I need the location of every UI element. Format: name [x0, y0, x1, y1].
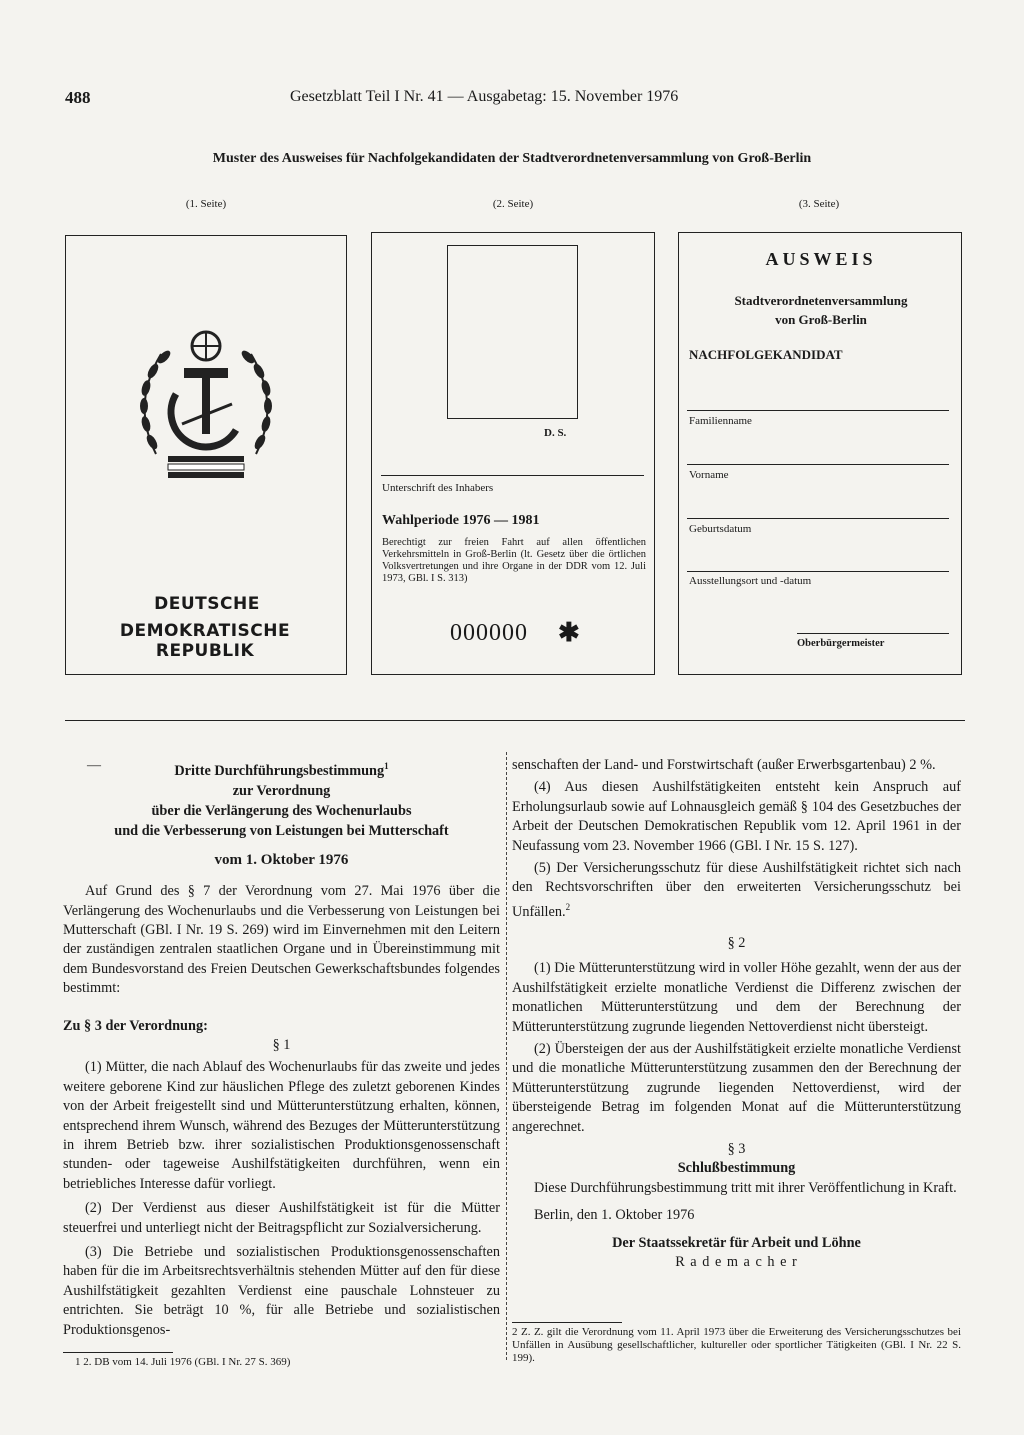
s2-paragraph-1: (1) Die Mütterunterstützung wird in voller Höhe gezahlt, wenn der aus der Aushilfstätigkeit erzielte monatliche Verdienst die Differenz zwischen der monatlichen Mütterunterstützung und dem der Berechnung der Mütterunterstützung zugrunde liegenden Nettoverdienst nicht übersteigt. — [512, 960, 961, 1035]
s1-paragraph-2: (2) Der Verdienst aus dieser Aushilfstätigkeit ist für die Mütter steuerfrei und unterliegt nicht der Beitragspflicht zur Sozialversicherung. — [63, 1200, 500, 1236]
field-label-vorname: Vorname — [689, 469, 729, 481]
muster-title: Muster des Ausweises für Nachfolgekandidaten der Stadtverordnetenversammlung von Groß-Berlin — [212, 151, 812, 166]
card-page-3 — [678, 232, 962, 675]
stv-heading — [679, 291, 963, 329]
title-line-4: und die Verbesserung von Leistungen bei Mutterschaft — [114, 822, 449, 839]
photo-box — [447, 245, 578, 419]
schluss-text: Diese Durchführungsbestimmung tritt mit ihrer Veröffentlichung in Kraft. — [534, 1179, 957, 1196]
running-header: Gesetzblatt Teil I Nr. 41 — Ausgabetag: 15. November 1976 — [290, 88, 679, 105]
decree-title — [63, 756, 500, 841]
left-column — [63, 756, 500, 1340]
s1-paragraph-4: (4) Aus diesen Aushilfstätigkeiten entsteht kein Anspruch auf Erholungsurlaub sowie auf Lohnausgleich gemäß § 104 des Gesetzbuches der Arbeit der Deutschen Demokratischen Republik vom 12. April 1961 in der Neufassung vom 23. November 1966 (GBl. I Nr. 15 S. 127). — [512, 779, 961, 854]
section-3-heading: § 3 — [727, 1141, 746, 1158]
schluss-heading: Schlußbestimmung — [677, 1160, 796, 1177]
title-line-1 — [63, 756, 500, 781]
s1-paragraph-5-text: (5) Der Versicherungsschutz für diese Aushilfstätigkeit richtet sich nach den Rechtsvorschriften über den erweiterten Versicherungsschutz bei Unfällen. — [512, 860, 961, 920]
s1-paragraph-5 — [512, 859, 961, 922]
margin-dash: — — [87, 758, 101, 773]
s1-paragraph-1: (1) Mütter, die nach Ablauf des Wochenurlaubs für das zweite und jedes weitere geborene Kind zur häuslichen Pflege des zuletzt geborenen Kindes von der Arbeit freigestellt sind und Mütterunterstützung erhalten, können, entsprechend ihrem Wunsch, während des Bezuges der Mütterunterstützung in ihrem Betrieb bzw. ihrer sozialistischen Produktionsgenossenschaft stunden- oder tageweise Aushilfstätigkeiten durchführen, wenn ein betriebliches Interesse dafür vorliegt. — [63, 1059, 500, 1192]
field-line — [687, 571, 949, 572]
title-text-1: Dritte Durchführungsbestimmung — [174, 762, 385, 779]
s2-paragraph-2: (2) Übersteigen der aus der Aushilfstätigkeit erzielte monatliche Verdienst und die monatliche Mütterunterstützung zusammen den der Berechnung der Mütterunterstützung zugrunde liegenden Nettoverdienst, wird der übersteigende Betrag im folgenden Monat auf die Mütterunterstützung angerechnet. — [512, 1041, 961, 1135]
ddr-line-1: DEUTSCHE — [154, 594, 260, 614]
field-label-familienname: Familienname — [689, 415, 752, 427]
ddr-state-emblem-icon — [126, 324, 286, 504]
signer-title: Der Staatssekretär für Arbeit und Löhne — [612, 1234, 861, 1251]
page-number: 488 — [65, 88, 91, 107]
seite-1-label: (1. Seite) — [185, 198, 227, 210]
footnote-2: 2 Z. Z. gilt die Verordnung vom 11. April 1973 über die Erweiterung des Versicherungsschutzes bei Unfällen in Ausübung gesellschaftlicher, kultureller oder sportlicher Tätigkeiten (GBl. I Nr. 22 S. 199). — [512, 1326, 961, 1364]
ob-label: Oberbürgermeister — [797, 638, 885, 649]
nachfolge-label: NACHFOLGEKANDIDAT — [689, 347, 843, 362]
section-2-heading: § 2 — [727, 935, 746, 952]
field-label-ausstellung: Ausstellungsort und -datum — [689, 575, 812, 587]
column-rule — [506, 752, 507, 1360]
decree-date: vom 1. Oktober 1976 — [214, 851, 349, 868]
card-page-2 — [371, 232, 655, 675]
field-label-geburtsdatum: Geburtsdatum — [689, 523, 752, 535]
berechtigung-text: Berechtigt zur freien Fahrt auf allen öffentlichen Verkehrsmitteln in Groß-Berlin (lt. Gesetz über die örtlichen Volksvertretungen und ihre Organe in der DDR vom 12. Juli 1973, GBl. I S. 313) — [382, 537, 646, 584]
wahlperiode: Wahlperiode 1976 — 1981 — [382, 513, 540, 528]
s1-paragraph-3-cont: senschaften der Land- und Forstwirtschaft (außer Erwerbsgartenbau) 2 %. — [512, 757, 936, 773]
star-mark: ✱ — [558, 618, 580, 647]
intro-paragraph: Auf Grund des § 7 der Verordnung vom 27. Mai 1976 über die Verlängerung des Wochenurlaubs und die Verbesserung von Leistungen bei Mutterschaft (GBl. I Nr. 19 S. 269) wird im Einvernehmen mit den Leitern der zuständigen zentralen staatlichen Organe und in Übereinstimmung mit dem Bundesvorstand des Freien Deutschen Gewerkschaftsbundes folgendes bestimmt: — [63, 883, 500, 997]
card-page-1 — [65, 235, 347, 675]
ausweis-title: AUSWEIS — [765, 249, 877, 269]
seite-2-label: (2. Seite) — [492, 198, 534, 210]
card-number: 000000 — [450, 620, 528, 646]
ob-signature-line — [797, 633, 949, 634]
zu-heading: Zu § 3 der Verordnung: — [63, 1017, 208, 1034]
footnote-1: 1 2. DB vom 14. Juli 1976 (GBl. I Nr. 27 S. 369) — [75, 1356, 291, 1368]
footnote-ref-2: 2 — [565, 901, 571, 912]
stv-line-1: Stadtverordnetenversammlung — [734, 293, 908, 308]
field-line — [687, 410, 949, 411]
ds-label: D. S. — [544, 427, 567, 439]
field-line — [687, 464, 949, 465]
field-line — [687, 518, 949, 519]
seite-3-label: (3. Seite) — [798, 198, 840, 210]
signature-line — [381, 475, 644, 476]
signature-label: Unterschrift des Inhabers — [382, 482, 494, 494]
ddr-line-2: DEMOKRATISCHE REPUBLIK — [119, 621, 291, 661]
stv-line-2: von Groß-Berlin — [775, 312, 867, 327]
title-line-2: zur Verordnung — [232, 782, 331, 799]
right-column — [512, 756, 961, 1273]
signer-name: R a d e m a c h e r — [675, 1254, 798, 1271]
title-line-3: über die Verlängerung des Wochenurlaubs — [151, 802, 412, 819]
footnote-rule-left — [63, 1352, 173, 1353]
place-date: Berlin, den 1. Oktober 1976 — [534, 1207, 695, 1224]
footnote-ref-1: 1 — [384, 761, 389, 771]
s1-paragraph-3: (3) Die Betriebe und sozialistischen Produktionsgenossenschaften haben für die im Arbeitsrechtsverhältnis stehenden Mütter auf den für diese Aushilfstätigkeit gezahlten Verdienst eine pauschale Lohnsteuer zu entrichten. Sie beträgt 10 %, für alle Betriebe und sozialistischen Produktionsgenos- — [63, 1244, 500, 1338]
section-separator — [65, 720, 965, 721]
section-1-heading: § 1 — [272, 1037, 291, 1054]
footnote-rule-right — [512, 1322, 622, 1323]
